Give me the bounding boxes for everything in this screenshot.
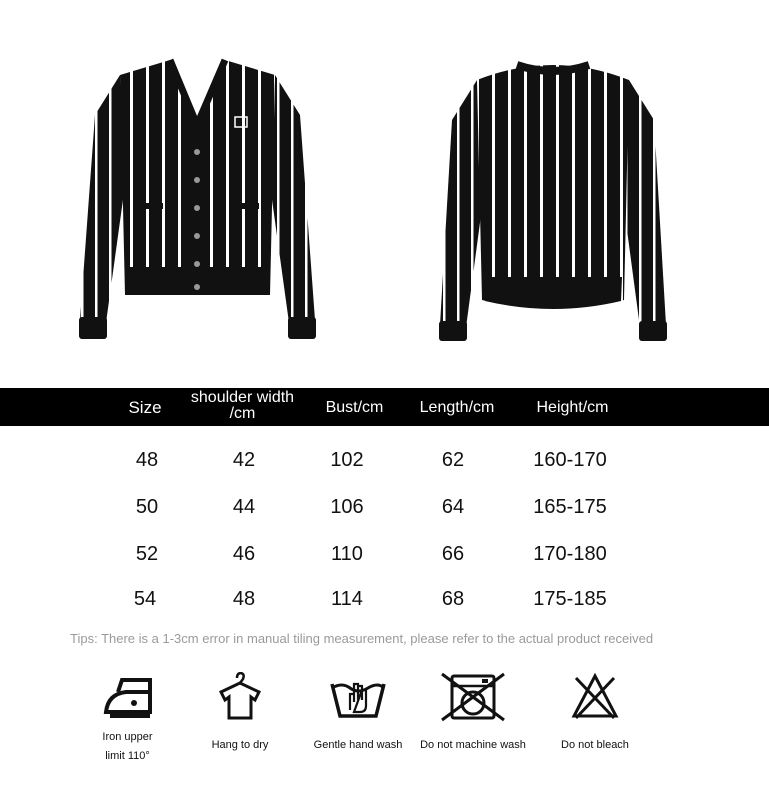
care-item-no-bleach — [550, 672, 640, 755]
cell-length: 66 — [441, 543, 465, 565]
care-item-no-machine-wash — [413, 672, 533, 755]
care-item-hand-wash — [310, 672, 406, 755]
cell-bust: 102 — [330, 449, 364, 471]
cell-height: 170-180 — [533, 543, 607, 565]
cell-shoulder: 46 — [232, 543, 256, 565]
cell-length: 68 — [441, 588, 465, 610]
header-shoulder-line2: /cm — [229, 405, 256, 422]
hanger-shirt-icon — [215, 672, 265, 722]
header-shoulder-line1: shoulder width — [190, 389, 295, 406]
cell-size: 54 — [133, 588, 157, 610]
cell-length: 64 — [441, 496, 465, 518]
cell-shoulder: 42 — [232, 449, 256, 471]
hand-wash-icon — [328, 672, 388, 722]
care-label-iron: Iron upper limit 110° — [102, 731, 153, 762]
cell-bust: 114 — [331, 588, 363, 610]
header-height: Height/cm — [536, 399, 609, 416]
iron-icon — [98, 672, 158, 722]
cell-shoulder: 48 — [232, 588, 256, 610]
cardigan-back-image — [437, 55, 669, 345]
care-label-hang: Hang to dry — [211, 739, 269, 751]
header-length: Length/cm — [419, 399, 495, 416]
cell-length: 62 — [441, 449, 465, 471]
header-size: Size — [128, 398, 162, 417]
cell-size: 50 — [135, 496, 159, 518]
care-label-no-bleach: Do not bleach — [561, 739, 629, 751]
cell-height: 165-175 — [533, 496, 607, 518]
care-item-hang — [200, 672, 280, 755]
care-item-iron — [90, 672, 165, 766]
cell-height: 175-185 — [533, 588, 607, 610]
cell-shoulder: 44 — [232, 496, 256, 518]
cell-height: 160-170 — [533, 449, 607, 471]
size-table-header — [0, 388, 769, 426]
cardigan-front-image — [75, 55, 320, 345]
cell-bust: 110 — [331, 543, 363, 565]
no-machine-wash-icon — [438, 672, 508, 722]
cell-size: 52 — [135, 543, 159, 565]
cell-size: 48 — [135, 449, 159, 471]
care-label-no-machine-wash: Do not machine wash — [420, 739, 526, 751]
tips-text: Tips: There is a 1-3cm error in manual tiling measurement, please refer to the actual product received — [70, 631, 654, 646]
cell-bust: 106 — [330, 496, 364, 518]
care-label-hand-wash: Gentle hand wash — [313, 739, 403, 751]
no-bleach-icon — [570, 672, 620, 722]
header-shoulder — [180, 390, 305, 422]
header-bust: Bust/cm — [325, 399, 384, 416]
